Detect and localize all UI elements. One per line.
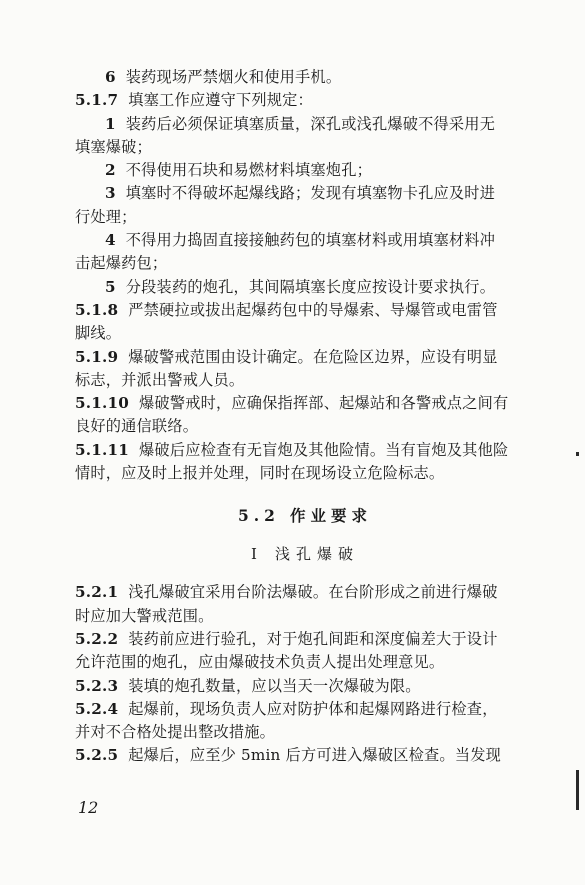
line-text: 起爆前，现场负责人应对防护体和起爆网路进行检查，	[128, 699, 498, 718]
line-text: 装药前应进行验孔，对于炮孔间距和深度偏差大于设计	[128, 629, 498, 648]
text-line	[75, 744, 535, 767]
clause-number: 5.1.9	[75, 347, 119, 366]
line-text: 爆破警戒范围由设计确定。在危险区边界，应设有明显	[128, 347, 498, 366]
text-line	[75, 206, 535, 229]
text-line	[75, 276, 535, 299]
text-line	[75, 698, 535, 721]
line-text: 填塞工作应遵守下列规定：	[128, 91, 313, 110]
text-line	[75, 113, 535, 136]
clause-number: 5.2.4	[75, 699, 119, 718]
text-line	[75, 322, 535, 345]
line-text: 浅孔爆破宜采用台阶法爆破。在台阶形成之前进行爆破	[128, 583, 498, 602]
subsection-title: 浅孔爆破	[274, 545, 359, 564]
text-line	[75, 675, 535, 698]
text-line	[75, 299, 535, 322]
text-line	[75, 392, 535, 415]
line-text: 击起爆药包；	[75, 254, 168, 273]
scan-edge-mark	[576, 452, 579, 456]
line-text: 情时，应及时上报并处理，同时在现场设立危险标志。	[75, 464, 445, 483]
clause-block-5-2	[75, 581, 535, 767]
text-line	[75, 462, 535, 485]
line-text: 不得用力捣固直接接触药包的填塞材料或用填塞材料冲	[125, 231, 496, 250]
clause-number: 5.1.8	[75, 300, 119, 319]
subsection-heading	[75, 541, 535, 567]
line-text: 时应加大警戒范围。	[75, 606, 214, 625]
line-text: 严禁硬拉或拔出起爆药包中的导爆索、导爆管或电雷管	[128, 300, 498, 319]
line-text: 装药现场严禁烟火和使用手机。	[125, 68, 342, 86]
page-number: 12	[78, 798, 99, 817]
line-text: 装填的炮孔数量，应以当天一次爆破为限。	[128, 676, 421, 695]
item-number: 3	[105, 184, 116, 203]
clause-number: 5.1.10	[75, 394, 130, 413]
text-line	[75, 581, 535, 604]
text-line	[75, 136, 535, 159]
line-text: 并对不合格处提出整改措施。	[75, 723, 276, 742]
item-number: 1	[105, 114, 116, 133]
item-number: 4	[105, 231, 116, 250]
line-text: 标志，并派出警戒人员。	[75, 370, 245, 389]
line-text: 行处理；	[75, 207, 137, 226]
text-line	[75, 605, 535, 628]
text-line	[75, 346, 535, 369]
page-content	[75, 66, 535, 768]
clause-number: 5.2.2	[75, 629, 119, 648]
text-line	[75, 439, 535, 462]
text-line	[75, 369, 535, 392]
text-line	[75, 182, 535, 205]
line-text: 填塞时不得破坏起爆线路；发现有填塞物卡孔应及时进	[125, 184, 496, 203]
clause-number: 5.1.7	[75, 91, 119, 110]
text-line	[75, 66, 535, 89]
line-text: 装药后必须保证填塞质量，深孔或浅孔爆破不得采用无	[125, 114, 496, 133]
text-line	[75, 415, 535, 438]
clause-number: 5.1.11	[75, 440, 130, 459]
section-title: 作业要求	[289, 506, 372, 526]
text-line	[75, 252, 535, 275]
line-text: 允许范围的炮孔，应由爆破技术负责人提出处理意见。	[75, 653, 445, 672]
item-number: 6	[105, 68, 116, 86]
text-line	[75, 89, 535, 112]
subsection-numeral: Ⅰ	[251, 545, 263, 564]
text-line	[75, 721, 535, 744]
clause-block-5-1	[75, 66, 535, 485]
line-text: 良好的通信联络。	[75, 417, 199, 436]
clause-number: 5.2.3	[75, 676, 119, 695]
item-number: 5	[105, 277, 116, 296]
scan-edge-mark	[576, 770, 579, 810]
line-text: 爆破警戒时，应确保指挥部、起爆站和各警戒点之间有	[139, 394, 509, 413]
line-text: 分段装药的炮孔，其间隔填塞长度应按设计要求执行。	[125, 277, 496, 296]
clause-number: 5.2.5	[75, 746, 119, 765]
line-text: 起爆后，应至少 5min 后方可进入爆破区检查。当发现	[128, 746, 501, 765]
clause-number: 5.2.1	[75, 583, 119, 602]
text-line	[75, 229, 535, 252]
text-line	[75, 628, 535, 651]
section-number: 5.2	[238, 506, 280, 526]
text-line	[75, 159, 535, 182]
line-text: 爆破后应检查有无盲炮及其他险情。当有盲炮及其他险	[139, 440, 509, 459]
section-heading	[75, 503, 535, 529]
text-line	[75, 651, 535, 674]
item-number: 2	[105, 161, 116, 180]
line-text: 脚线。	[75, 324, 122, 343]
line-text: 不得使用石块和易燃材料填塞炮孔；	[125, 161, 372, 180]
line-text: 填塞爆破；	[75, 137, 152, 156]
